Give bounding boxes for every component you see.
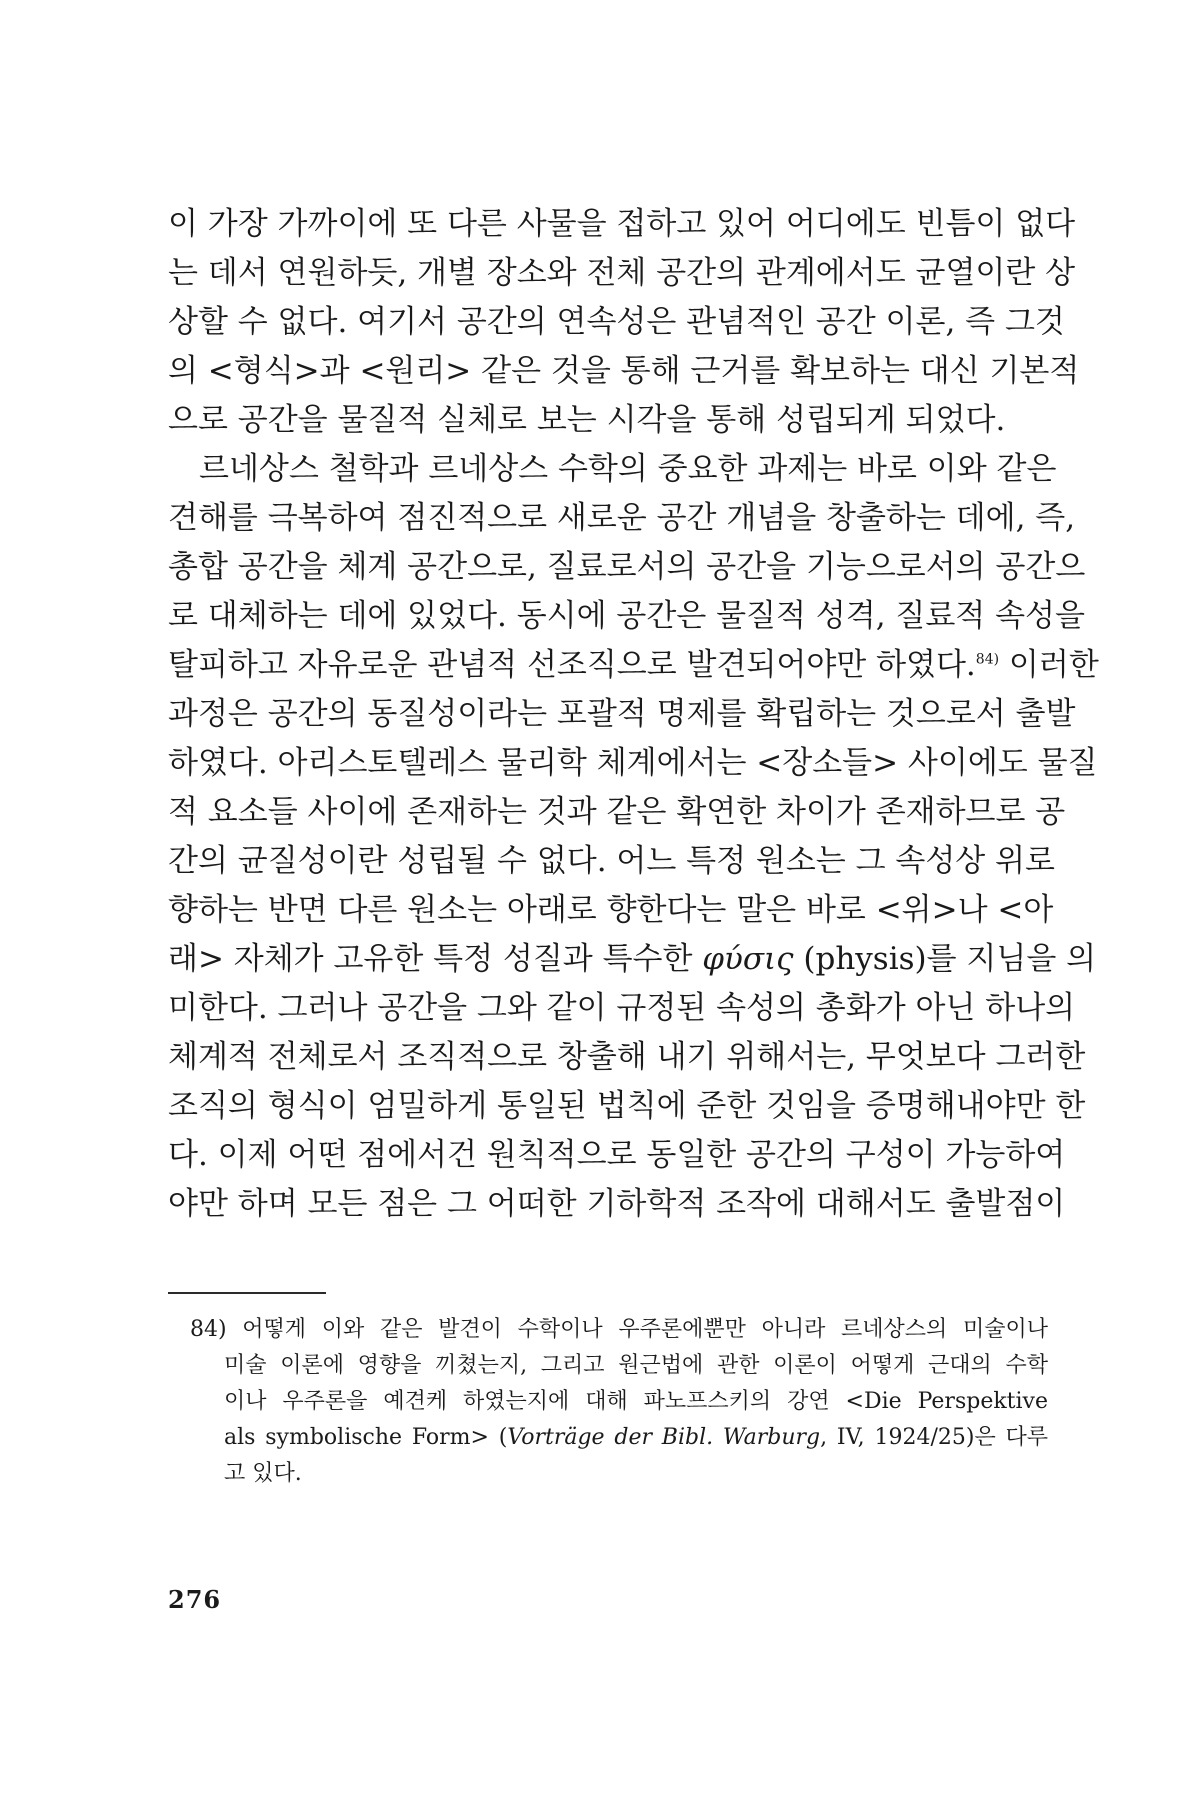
paragraph-2 — [168, 445, 1099, 1229]
text-segment: 어떻게 이와 같은 발견이 수학이나 우주론에뿐만 아니라 르네상스의 미술이나 — [242, 1317, 1049, 1342]
body-text — [168, 200, 1099, 1229]
footnote-line: 고 있다. — [224, 1461, 302, 1486]
text-segment: 탈피하고 자유로운 관념적 선조직으로 발견되어야만 하였다. — [168, 647, 976, 683]
greek-term: φύσις — [702, 941, 794, 977]
text-line: 체계적 전체로서 조직적으로 창출해 내기 위해서는, 무엇보다 그러한 — [168, 1039, 1086, 1075]
text-line: 하였다. 아리스토텔레스 물리학 체계에서는 <장소들> 사이에도 물질 — [168, 745, 1098, 781]
footnote-line: 이나 우주론을 예견케 하였는지에 대해 파노프스키의 강연 <Die Perspektive — [224, 1389, 1048, 1414]
footnote-84 — [190, 1312, 1048, 1492]
text-line: 로 대체하는 데에 있었다. 동시에 공간은 물질적 성격, 질료적 속성을 — [168, 598, 1085, 634]
text-line: 조직의 형식이 엄밀하게 통일된 법칙에 준한 것임을 증명해내야만 한 — [168, 1088, 1086, 1124]
text-line: 견해를 극복하여 점진적으로 새로운 공간 개념을 창출하는 데에, 즉, — [168, 500, 1076, 536]
footnote-reference[interactable]: 84) — [975, 651, 1000, 668]
footnote-line — [190, 1420, 1048, 1456]
footnote-divider — [168, 1292, 326, 1294]
text-line: 미한다. 그러나 공간을 그와 같이 규정된 속성의 총화가 아닌 하나의 — [168, 990, 1076, 1026]
text-line: 향하는 반면 다른 원소는 아래로 향한다는 말은 바로 <위>나 <아 — [168, 892, 1054, 928]
text-line: 간의 균질성이란 성립될 수 없다. 어느 특정 원소는 그 속성상 위로 — [168, 843, 1055, 879]
footnote-number: 84) — [190, 1317, 227, 1342]
text-line: 과정은 공간의 동질성이라는 포괄적 명제를 확립하는 것으로서 출발 — [168, 696, 1076, 732]
text-line: 적 요소들 사이에 존재하는 것과 같은 확연한 차이가 존재하므로 공 — [168, 794, 1066, 830]
footnote-line: 미술 이론에 영향을 끼쳤는지, 그리고 원근법에 관한 이론이 어떻게 근대의 수학 — [224, 1353, 1048, 1378]
text-segment: (physis)를 지님을 의 — [803, 941, 1097, 977]
text-segment: 이러한 — [1008, 647, 1099, 683]
text-line: 상할 수 없다. 여기서 공간의 연속성은 관념적인 공간 이론, 즉 그것 — [168, 304, 1065, 340]
text-line: 의 <형식>과 <원리> 같은 것을 통해 근거를 확보하는 대신 기본적 — [168, 353, 1080, 389]
text-line: 총합 공간을 체계 공간으로, 질료로서의 공간을 기능으로서의 공간으 — [168, 549, 1086, 585]
text-line: 야만 하며 모든 점은 그 어떠한 기하학적 조작에 대해서도 출발점이 — [168, 1186, 1066, 1222]
document-page — [168, 200, 1099, 1640]
text-segment: 르네상스 철학과 르네상스 수학의 중요한 과제는 바로 이와 같은 — [199, 451, 1057, 487]
text-line — [168, 935, 1097, 984]
text-line — [168, 445, 1057, 494]
text-segment: , IV, 1924/25)은 다루 — [820, 1425, 1049, 1450]
page-number: 276 — [168, 1585, 222, 1614]
paragraph-1 — [168, 200, 1080, 445]
footnote-line — [190, 1312, 1048, 1348]
text-line: 는 데서 연원하듯, 개별 장소와 전체 공간의 관계에서도 균열이란 상 — [168, 255, 1076, 291]
text-line: 다. 이제 어떤 점에서건 원칙적으로 동일한 공간의 구성이 가능하여 — [168, 1137, 1066, 1173]
text-line: 으로 공간을 물질적 실체로 보는 시각을 통해 성립되게 되었다. — [168, 402, 1006, 438]
text-line: 이 가장 가까이에 또 다른 사물을 접하고 있어 어디에도 빈틈이 없다 — [168, 206, 1076, 242]
text-line — [168, 641, 1099, 690]
text-segment: 래> 자체가 고유한 특정 성질과 특수한 — [168, 941, 693, 977]
citation-title: Vorträge der Bibl. Warburg — [507, 1425, 821, 1450]
text-segment: als symbolische Form> ( — [224, 1425, 508, 1450]
